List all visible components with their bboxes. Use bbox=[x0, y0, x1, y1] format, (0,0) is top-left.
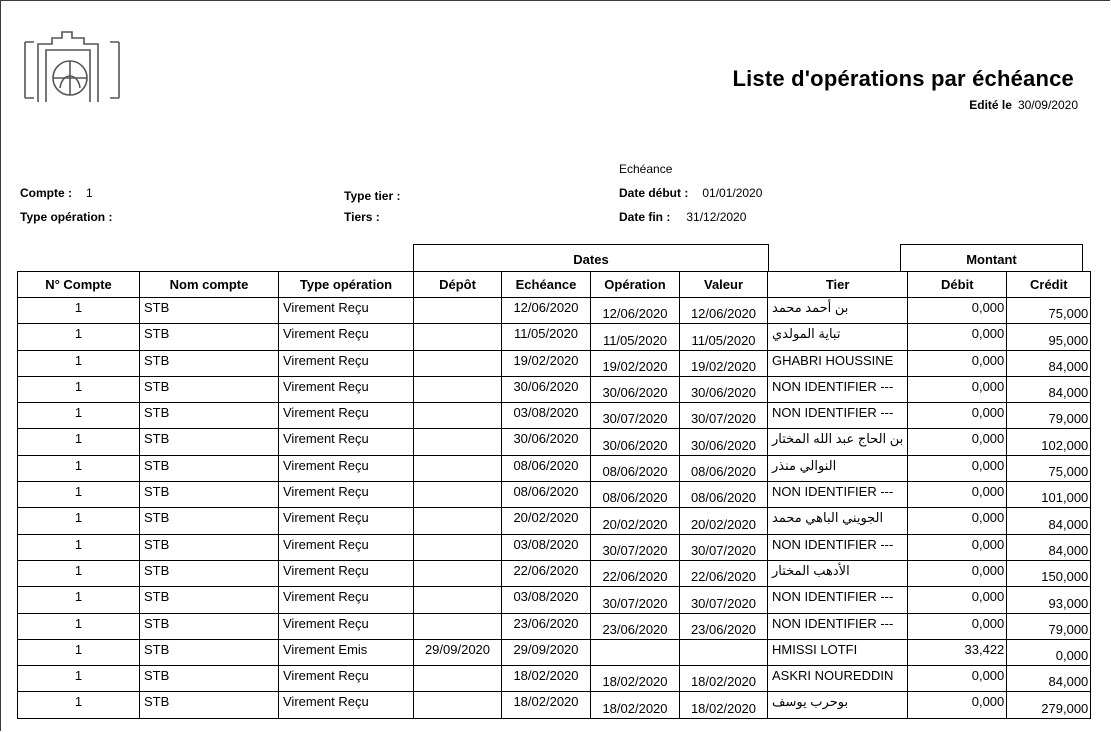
table-cell: 0,000 bbox=[908, 666, 1007, 692]
table-cell: 30/06/2020 bbox=[591, 376, 680, 402]
table-cell: 30/06/2020 bbox=[680, 376, 768, 402]
type-operation-label: Type opération : bbox=[20, 210, 113, 224]
table-cell bbox=[414, 587, 502, 613]
table-cell: 30/07/2020 bbox=[591, 534, 680, 560]
table-row bbox=[18, 560, 1091, 586]
compte-value: 1 bbox=[86, 186, 93, 200]
table-cell: 12/06/2020 bbox=[502, 298, 591, 324]
date-debut-label: Date début : bbox=[619, 186, 689, 200]
table-cell: 30/06/2020 bbox=[591, 429, 680, 455]
table-cell: 18/02/2020 bbox=[591, 666, 680, 692]
column-header: Tier bbox=[768, 272, 908, 298]
type-tier-label: Type tier : bbox=[344, 189, 401, 203]
table-cell: 1 bbox=[18, 587, 140, 613]
table-cell bbox=[414, 692, 502, 718]
table-cell: 30/06/2020 bbox=[502, 376, 591, 402]
table-cell bbox=[414, 508, 502, 534]
table-cell: 279,000 bbox=[1007, 692, 1091, 718]
table-cell: 79,000 bbox=[1007, 403, 1091, 429]
table-cell: ASKRI NOUREDDIN bbox=[768, 666, 908, 692]
table-cell: 0,000 bbox=[1007, 639, 1091, 665]
table-row bbox=[18, 508, 1091, 534]
table-cell: Virement Reçu bbox=[279, 324, 414, 350]
table-cell: 18/02/2020 bbox=[591, 692, 680, 718]
table-cell: 18/02/2020 bbox=[680, 666, 768, 692]
table-cell bbox=[414, 403, 502, 429]
table-cell: Virement Reçu bbox=[279, 298, 414, 324]
table-row bbox=[18, 455, 1091, 481]
table-row bbox=[18, 613, 1091, 639]
date-fin-value: 31/12/2020 bbox=[686, 210, 747, 224]
table-row bbox=[18, 534, 1091, 560]
table-cell: 1 bbox=[18, 403, 140, 429]
table-cell: 03/08/2020 bbox=[502, 587, 591, 613]
table-cell: 75,000 bbox=[1007, 455, 1091, 481]
table-cell: بن أحمد محمد bbox=[768, 298, 908, 324]
table-cell: النوالي منذر bbox=[768, 455, 908, 481]
column-header: Valeur bbox=[680, 272, 768, 298]
table-cell: 30/06/2020 bbox=[680, 429, 768, 455]
table-cell bbox=[414, 429, 502, 455]
table-cell: 22/06/2020 bbox=[680, 560, 768, 586]
table-cell: 12/06/2020 bbox=[591, 298, 680, 324]
table-cell: 19/02/2020 bbox=[591, 350, 680, 376]
company-logo-icon bbox=[22, 28, 122, 106]
table-cell: STB bbox=[140, 508, 279, 534]
table-cell: 20/02/2020 bbox=[502, 508, 591, 534]
date-debut-filter bbox=[619, 186, 762, 200]
column-header: Dépôt bbox=[414, 272, 502, 298]
type-tier-filter bbox=[344, 189, 400, 203]
table-cell: 08/06/2020 bbox=[591, 455, 680, 481]
table-cell: 0,000 bbox=[908, 587, 1007, 613]
table-cell: 1 bbox=[18, 429, 140, 455]
table-cell: 1 bbox=[18, 692, 140, 718]
table-cell: 11/05/2020 bbox=[680, 324, 768, 350]
table-cell: بوحرب يوسف bbox=[768, 692, 908, 718]
table-cell: 1 bbox=[18, 666, 140, 692]
table-row bbox=[18, 298, 1091, 324]
table-cell: 95,000 bbox=[1007, 324, 1091, 350]
table-cell: تباية المولدي bbox=[768, 324, 908, 350]
table-row bbox=[18, 639, 1091, 665]
table-cell: 0,000 bbox=[908, 692, 1007, 718]
table-cell: 84,000 bbox=[1007, 666, 1091, 692]
compte-filter bbox=[20, 186, 93, 200]
table-row bbox=[18, 429, 1091, 455]
table-cell bbox=[414, 666, 502, 692]
table-cell: Virement Reçu bbox=[279, 455, 414, 481]
table-cell: 0,000 bbox=[908, 403, 1007, 429]
table-cell: 30/07/2020 bbox=[680, 587, 768, 613]
column-header: Type opération bbox=[279, 272, 414, 298]
table-row bbox=[18, 482, 1091, 508]
table-cell bbox=[414, 613, 502, 639]
type-operation-filter bbox=[20, 210, 112, 224]
table-cell: STB bbox=[140, 350, 279, 376]
table-cell: 0,000 bbox=[908, 455, 1007, 481]
compte-label: Compte : bbox=[20, 186, 72, 200]
table-cell: STB bbox=[140, 482, 279, 508]
table-cell: 84,000 bbox=[1007, 350, 1091, 376]
table-cell: 19/02/2020 bbox=[680, 350, 768, 376]
table-cell bbox=[414, 482, 502, 508]
table-cell: 18/02/2020 bbox=[502, 666, 591, 692]
echeance-label: Echéance bbox=[619, 162, 673, 176]
table-row bbox=[18, 350, 1091, 376]
table-cell bbox=[414, 298, 502, 324]
date-debut-value: 01/01/2020 bbox=[702, 186, 763, 200]
column-header: N° Compte bbox=[18, 272, 140, 298]
table-cell: Virement Reçu bbox=[279, 534, 414, 560]
table-cell bbox=[414, 350, 502, 376]
table-cell: 75,000 bbox=[1007, 298, 1091, 324]
table-cell: 30/07/2020 bbox=[591, 587, 680, 613]
table-cell bbox=[414, 324, 502, 350]
table-cell: STB bbox=[140, 560, 279, 586]
table-cell: 102,000 bbox=[1007, 429, 1091, 455]
table-cell: 30/07/2020 bbox=[680, 403, 768, 429]
table-cell: 93,000 bbox=[1007, 587, 1091, 613]
table-cell: 1 bbox=[18, 350, 140, 376]
column-header: Crédit bbox=[1007, 272, 1091, 298]
table-cell: 23/06/2020 bbox=[591, 613, 680, 639]
table-cell: 23/06/2020 bbox=[502, 613, 591, 639]
table-cell: 1 bbox=[18, 482, 140, 508]
table-cell: STB bbox=[140, 298, 279, 324]
group-header-dates: Dates bbox=[413, 244, 769, 272]
table-cell: 08/06/2020 bbox=[591, 482, 680, 508]
table-cell: NON IDENTIFIER --- bbox=[768, 613, 908, 639]
table-cell: 29/09/2020 bbox=[414, 639, 502, 665]
table-row bbox=[18, 324, 1091, 350]
table-cell: STB bbox=[140, 639, 279, 665]
table-cell: Virement Reçu bbox=[279, 350, 414, 376]
table-cell: 12/06/2020 bbox=[680, 298, 768, 324]
table-cell: 08/06/2020 bbox=[502, 455, 591, 481]
table-cell: 20/02/2020 bbox=[680, 508, 768, 534]
table-cell: 20/02/2020 bbox=[591, 508, 680, 534]
table-row bbox=[18, 587, 1091, 613]
table-cell bbox=[414, 455, 502, 481]
table-cell: 1 bbox=[18, 376, 140, 402]
table-cell: 84,000 bbox=[1007, 508, 1091, 534]
group-header-montant: Montant bbox=[900, 244, 1083, 272]
table-cell: 18/02/2020 bbox=[502, 692, 591, 718]
table-cell: NON IDENTIFIER --- bbox=[768, 376, 908, 402]
table-cell: 101,000 bbox=[1007, 482, 1091, 508]
table-cell: 0,000 bbox=[908, 376, 1007, 402]
table-cell: 22/06/2020 bbox=[502, 560, 591, 586]
table-cell bbox=[680, 639, 768, 665]
table-body bbox=[18, 298, 1091, 719]
table-cell: NON IDENTIFIER --- bbox=[768, 587, 908, 613]
table-cell: 23/06/2020 bbox=[680, 613, 768, 639]
table-cell: 0,000 bbox=[908, 482, 1007, 508]
table-cell: Virement Reçu bbox=[279, 613, 414, 639]
table-header-row bbox=[18, 272, 1091, 298]
table-row bbox=[18, 403, 1091, 429]
table-cell: 33,422 bbox=[908, 639, 1007, 665]
table-cell: 03/08/2020 bbox=[502, 534, 591, 560]
table-cell: 30/07/2020 bbox=[591, 403, 680, 429]
date-fin-label: Date fin : bbox=[619, 210, 671, 224]
table-cell: 08/06/2020 bbox=[680, 482, 768, 508]
table-row bbox=[18, 666, 1091, 692]
table-cell: 0,000 bbox=[908, 508, 1007, 534]
table-cell: STB bbox=[140, 324, 279, 350]
table-cell bbox=[414, 560, 502, 586]
table-cell: GHABRI HOUSSINE bbox=[768, 350, 908, 376]
edition-date-label: Edité le bbox=[969, 98, 1012, 112]
table-cell: STB bbox=[140, 666, 279, 692]
table-cell: STB bbox=[140, 534, 279, 560]
table-cell: 84,000 bbox=[1007, 376, 1091, 402]
table-cell: 30/07/2020 bbox=[680, 534, 768, 560]
table-cell: 1 bbox=[18, 508, 140, 534]
column-header: Echéance bbox=[502, 272, 591, 298]
tiers-label: Tiers : bbox=[344, 210, 380, 224]
table-cell: Virement Reçu bbox=[279, 666, 414, 692]
table-cell: 1 bbox=[18, 560, 140, 586]
table-cell: 1 bbox=[18, 324, 140, 350]
table-cell: Virement Reçu bbox=[279, 429, 414, 455]
table-cell: 22/06/2020 bbox=[591, 560, 680, 586]
table-cell: Virement Reçu bbox=[279, 560, 414, 586]
table-cell: Virement Reçu bbox=[279, 482, 414, 508]
table-cell: Virement Reçu bbox=[279, 587, 414, 613]
table-cell: STB bbox=[140, 403, 279, 429]
operations-table bbox=[17, 271, 1091, 719]
table-cell: Virement Reçu bbox=[279, 403, 414, 429]
table-cell: STB bbox=[140, 376, 279, 402]
table-cell: 08/06/2020 bbox=[502, 482, 591, 508]
table-cell: بن الحاج عبد الله المختار bbox=[768, 429, 908, 455]
table-cell: 1 bbox=[18, 455, 140, 481]
table-cell: STB bbox=[140, 613, 279, 639]
table-cell: STB bbox=[140, 587, 279, 613]
table-cell: 1 bbox=[18, 534, 140, 560]
table-cell: Virement Emis bbox=[279, 639, 414, 665]
table-cell: STB bbox=[140, 692, 279, 718]
table-cell: NON IDENTIFIER --- bbox=[768, 534, 908, 560]
table-cell: Virement Reçu bbox=[279, 508, 414, 534]
table-row bbox=[18, 376, 1091, 402]
report-title: Liste d'opérations par échéance bbox=[732, 66, 1074, 91]
table-cell: 0,000 bbox=[908, 560, 1007, 586]
tiers-filter bbox=[344, 210, 380, 224]
table-cell bbox=[414, 534, 502, 560]
table-cell: NON IDENTIFIER --- bbox=[768, 403, 908, 429]
table-cell: HMISSI LOTFI bbox=[768, 639, 908, 665]
table-cell: NON IDENTIFIER --- bbox=[768, 482, 908, 508]
column-header: Débit bbox=[908, 272, 1007, 298]
table-cell bbox=[591, 639, 680, 665]
table-cell: 0,000 bbox=[908, 298, 1007, 324]
edition-date bbox=[969, 98, 1078, 112]
table-cell: 0,000 bbox=[908, 429, 1007, 455]
table-row bbox=[18, 692, 1091, 718]
table-cell: STB bbox=[140, 429, 279, 455]
table-cell: 0,000 bbox=[908, 324, 1007, 350]
table-cell: الأدهب المختار bbox=[768, 560, 908, 586]
table-cell: 30/06/2020 bbox=[502, 429, 591, 455]
edition-date-value: 30/09/2020 bbox=[1017, 98, 1078, 112]
table-cell: 1 bbox=[18, 298, 140, 324]
table-cell: STB bbox=[140, 455, 279, 481]
table-cell: 84,000 bbox=[1007, 534, 1091, 560]
table-cell: 29/09/2020 bbox=[502, 639, 591, 665]
column-header: Nom compte bbox=[140, 272, 279, 298]
table-cell: 03/08/2020 bbox=[502, 403, 591, 429]
table-cell: 150,000 bbox=[1007, 560, 1091, 586]
column-header: Opération bbox=[591, 272, 680, 298]
table-cell: 18/02/2020 bbox=[680, 692, 768, 718]
table-cell: 1 bbox=[18, 613, 140, 639]
table-cell: 0,000 bbox=[908, 350, 1007, 376]
table-cell: Virement Reçu bbox=[279, 692, 414, 718]
table-cell: Virement Reçu bbox=[279, 376, 414, 402]
table-cell: 1 bbox=[18, 639, 140, 665]
date-fin-filter bbox=[619, 210, 746, 224]
table-cell: 0,000 bbox=[908, 534, 1007, 560]
table-cell: الجويني الباهي محمد bbox=[768, 508, 908, 534]
table-cell: 08/06/2020 bbox=[680, 455, 768, 481]
table-cell: 79,000 bbox=[1007, 613, 1091, 639]
table-cell bbox=[414, 376, 502, 402]
table-cell: 19/02/2020 bbox=[502, 350, 591, 376]
table-cell: 11/05/2020 bbox=[591, 324, 680, 350]
table-cell: 0,000 bbox=[908, 613, 1007, 639]
table-cell: 11/05/2020 bbox=[502, 324, 591, 350]
